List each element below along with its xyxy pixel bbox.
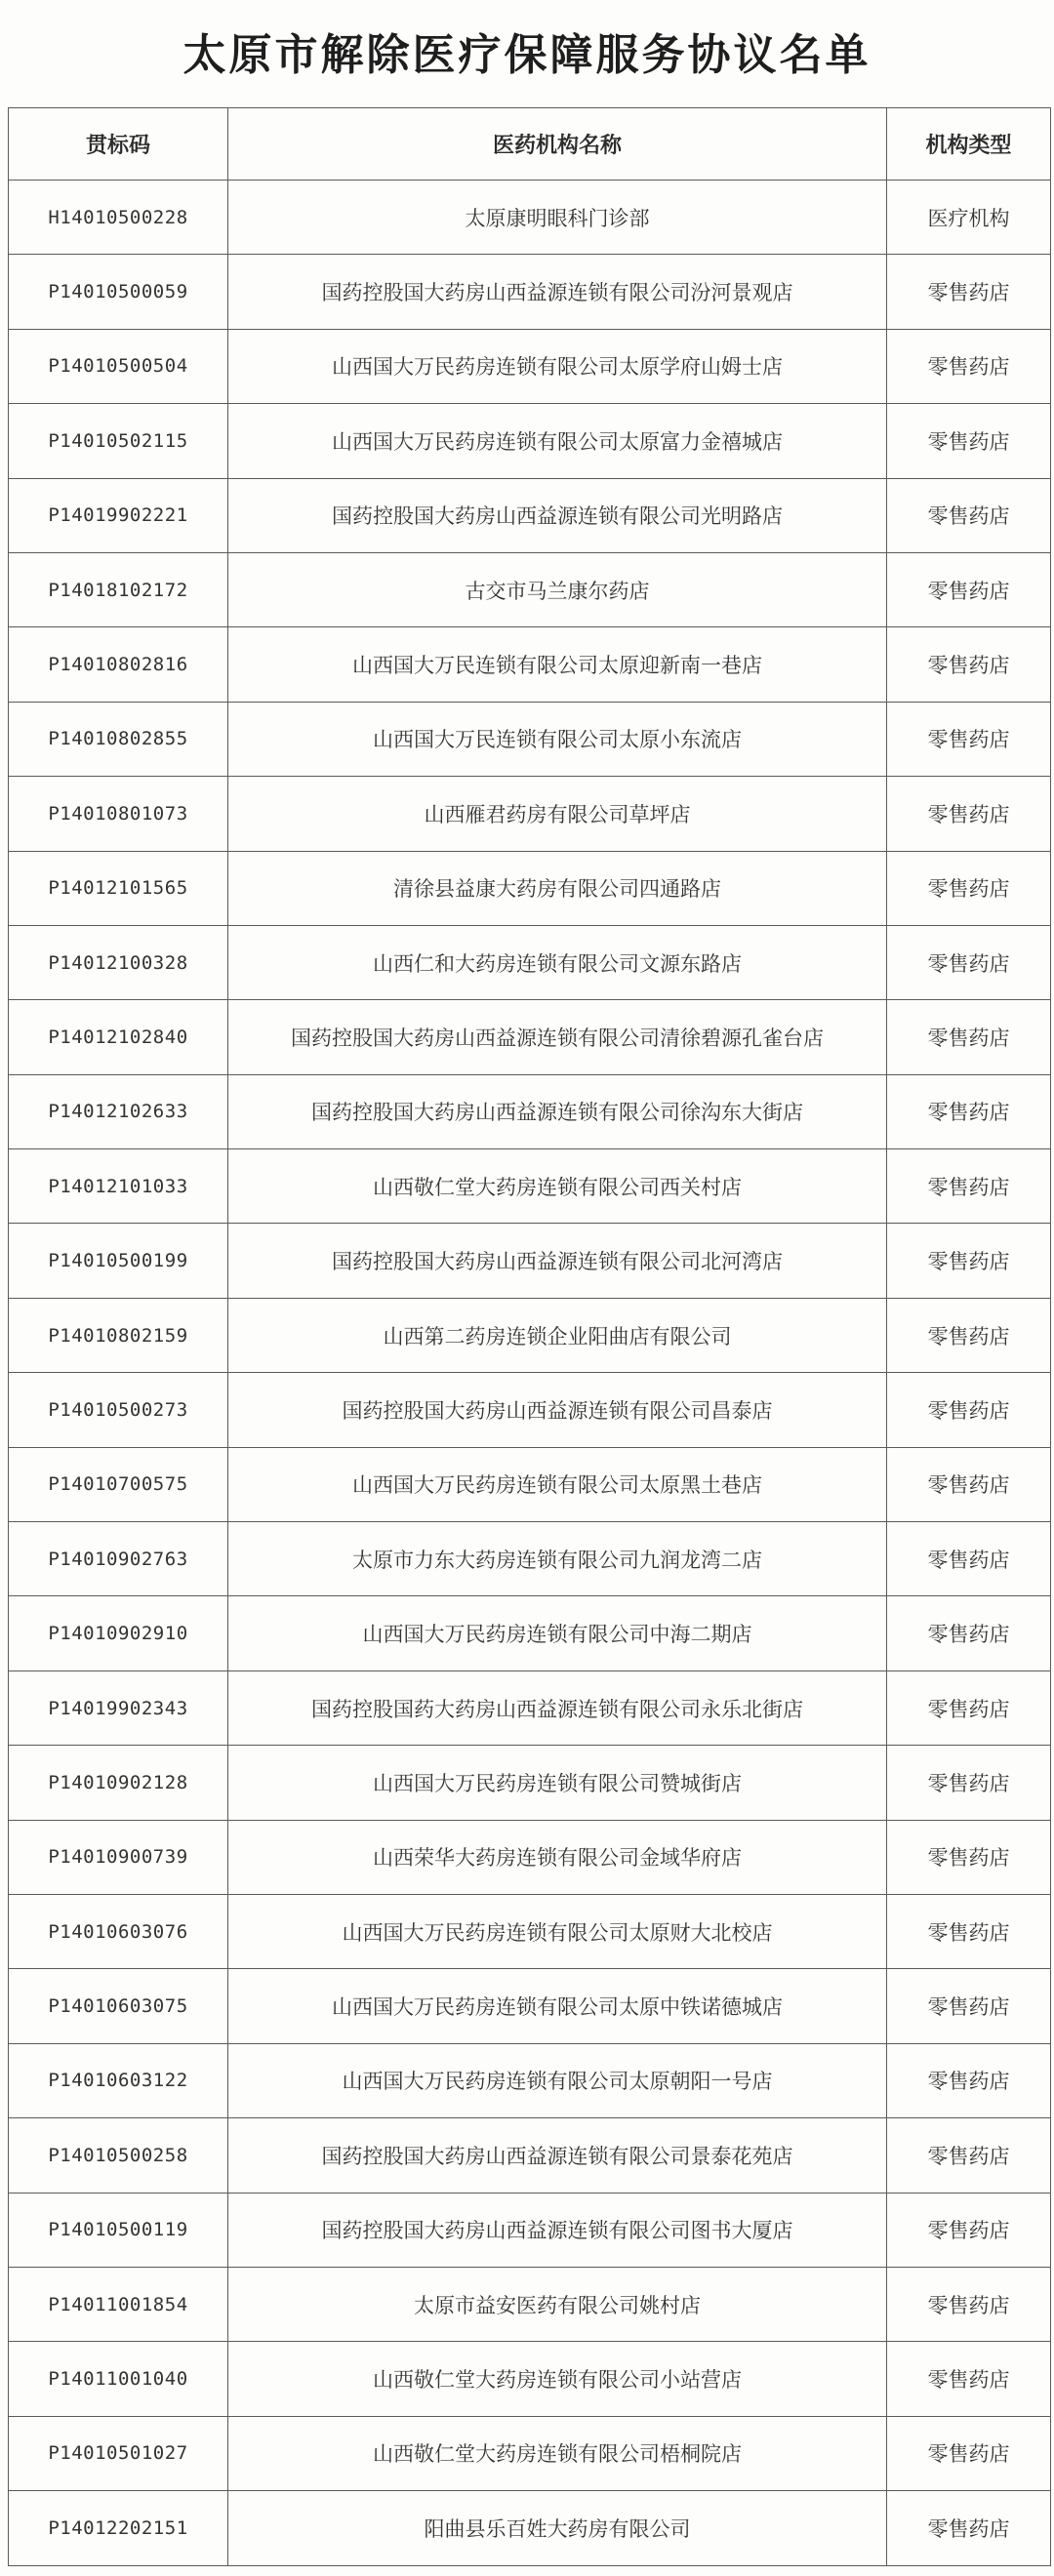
cell-code: P14010500258	[9, 2118, 228, 2193]
cell-institution-type: 零售药店	[887, 2043, 1051, 2117]
cell-institution-type: 零售药店	[887, 925, 1051, 999]
cell-institution-type: 零售药店	[887, 1894, 1051, 1968]
cell-institution-type: 零售药店	[887, 1298, 1051, 1372]
cell-institution-name: 山西国大万民药房连锁有限公司中海二期店	[228, 1596, 887, 1670]
table-row	[9, 552, 1051, 626]
cell-institution-type: 零售药店	[887, 404, 1051, 478]
cell-code: P14012102840	[9, 1000, 228, 1074]
table-row	[9, 1149, 1051, 1224]
revocation-list-table	[8, 107, 1051, 2566]
table-row	[9, 329, 1051, 403]
table-row	[9, 2118, 1051, 2193]
table-row	[9, 1000, 1051, 1074]
cell-institution-type: 零售药店	[887, 1969, 1051, 2043]
cell-institution-name: 国药控股国大药房山西益源连锁有限公司清徐碧源孔雀台店	[228, 1000, 887, 1074]
cell-institution-name: 国药控股国大药房山西益源连锁有限公司光明路店	[228, 478, 887, 552]
cell-code: P14010500504	[9, 329, 228, 403]
cell-institution-type: 零售药店	[887, 2491, 1051, 2565]
cell-institution-type: 零售药店	[887, 851, 1051, 925]
cell-institution-type: 零售药店	[887, 2193, 1051, 2267]
table-row	[9, 1820, 1051, 1894]
cell-institution-type: 零售药店	[887, 2267, 1051, 2341]
table-row	[9, 478, 1051, 552]
cell-institution-type: 零售药店	[887, 2416, 1051, 2490]
table-row	[9, 702, 1051, 776]
cell-institution-type: 零售药店	[887, 1074, 1051, 1148]
cell-institution-type: 医疗机构	[887, 181, 1051, 255]
cell-institution-name: 山西敬仁堂大药房连锁有限公司西关村店	[228, 1149, 887, 1224]
cell-institution-name: 国药控股国大药房山西益源连锁有限公司昌泰店	[228, 1373, 887, 1447]
cell-institution-type: 零售药店	[887, 1447, 1051, 1521]
cell-code: P14010902128	[9, 1746, 228, 1820]
table-row	[9, 1596, 1051, 1670]
cell-institution-name: 山西国大万民连锁有限公司太原小东流店	[228, 702, 887, 776]
cell-code: P14012101033	[9, 1149, 228, 1224]
table-row	[9, 2193, 1051, 2267]
cell-code: P14010900739	[9, 1820, 228, 1894]
cell-code: P14012102633	[9, 1074, 228, 1148]
cell-code: P14018102172	[9, 552, 228, 626]
cell-code: H14010500228	[9, 181, 228, 255]
cell-institution-name: 国药控股国大药房山西益源连锁有限公司汾河景观店	[228, 255, 887, 329]
cell-institution-name: 国药控股国大药房山西益源连锁有限公司景泰花苑店	[228, 2118, 887, 2193]
cell-institution-name: 山西敬仁堂大药房连锁有限公司小站营店	[228, 2342, 887, 2416]
table-row	[9, 1224, 1051, 1298]
cell-institution-name: 山西国大万民药房连锁有限公司太原黑土巷店	[228, 1447, 887, 1521]
cell-code: P14010500273	[9, 1373, 228, 1447]
cell-code: P14012101565	[9, 851, 228, 925]
cell-code: P14010501027	[9, 2416, 228, 2490]
table-header-row	[9, 108, 1051, 181]
cell-institution-name: 山西雁君药房有限公司草坪店	[228, 777, 887, 851]
cell-code: P14012202151	[9, 2491, 228, 2565]
cell-institution-name: 国药控股国大药房山西益源连锁有限公司图书大厦店	[228, 2193, 887, 2267]
table-row	[9, 1746, 1051, 1820]
table-row	[9, 181, 1051, 255]
table-row	[9, 1447, 1051, 1521]
cell-code: P14012100328	[9, 925, 228, 999]
table-row	[9, 2342, 1051, 2416]
cell-institution-name: 国药控股国大药房山西益源连锁有限公司北河湾店	[228, 1224, 887, 1298]
cell-institution-type: 零售药店	[887, 1820, 1051, 1894]
cell-code: P14011001854	[9, 2267, 228, 2341]
cell-institution-name: 国药控股国药大药房山西益源连锁有限公司永乐北街店	[228, 1670, 887, 1745]
cell-code: P14010801073	[9, 777, 228, 851]
header-institution-name: 医药机构名称	[228, 108, 887, 181]
document-title: 太原市解除医疗保障服务协议名单	[182, 30, 872, 80]
cell-code: P14010603076	[9, 1894, 228, 1968]
table-row	[9, 2416, 1051, 2490]
cell-institution-name: 山西国大万民药房连锁有限公司太原学府山姆士店	[228, 329, 887, 403]
cell-institution-name: 山西仁和大药房连锁有限公司文源东路店	[228, 925, 887, 999]
cell-institution-type: 零售药店	[887, 1670, 1051, 1745]
cell-code: P14019902343	[9, 1670, 228, 1745]
table-row	[9, 1074, 1051, 1148]
cell-institution-type: 零售药店	[887, 1149, 1051, 1224]
cell-institution-name: 山西第二药房连锁企业阳曲店有限公司	[228, 1298, 887, 1372]
cell-institution-type: 零售药店	[887, 478, 1051, 552]
cell-institution-name: 山西国大万民药房连锁有限公司太原富力金禧城店	[228, 404, 887, 478]
cell-institution-name: 山西敬仁堂大药房连锁有限公司梧桐院店	[228, 2416, 887, 2490]
header-institution-type: 机构类型	[887, 108, 1051, 181]
cell-institution-name: 国药控股国大药房山西益源连锁有限公司徐沟东大街店	[228, 1074, 887, 1148]
cell-institution-name: 太原康明眼科门诊部	[228, 181, 887, 255]
cell-code: P14010902910	[9, 1596, 228, 1670]
cell-institution-type: 零售药店	[887, 1373, 1051, 1447]
cell-institution-type: 零售药店	[887, 1522, 1051, 1596]
cell-code: P14019902221	[9, 478, 228, 552]
cell-code: P14010500199	[9, 1224, 228, 1298]
cell-institution-type: 零售药店	[887, 2342, 1051, 2416]
table-row	[9, 2267, 1051, 2341]
table-row	[9, 1670, 1051, 1745]
table-row	[9, 255, 1051, 329]
table-body	[9, 181, 1051, 2566]
cell-institution-type: 零售药店	[887, 1746, 1051, 1820]
cell-institution-name: 阳曲县乐百姓大药房有限公司	[228, 2491, 887, 2565]
table-row	[9, 404, 1051, 478]
cell-code: P14010902763	[9, 1522, 228, 1596]
header-code: 贯标码	[9, 108, 228, 181]
cell-code: P14010502115	[9, 404, 228, 478]
cell-institution-name: 山西国大万民药房连锁有限公司太原中铁诺德城店	[228, 1969, 887, 2043]
table-row	[9, 1298, 1051, 1372]
table-row	[9, 851, 1051, 925]
cell-code: P14011001040	[9, 2342, 228, 2416]
cell-code: P14010603122	[9, 2043, 228, 2117]
cell-institution-name: 山西国大万民药房连锁有限公司太原朝阳一号店	[228, 2043, 887, 2117]
table-row	[9, 2491, 1051, 2565]
cell-institution-type: 零售药店	[887, 1596, 1051, 1670]
table-row	[9, 627, 1051, 702]
table-row	[9, 1894, 1051, 1968]
cell-code: P14010700575	[9, 1447, 228, 1521]
cell-institution-type: 零售药店	[887, 777, 1051, 851]
cell-code: P14010500119	[9, 2193, 228, 2267]
cell-code: P14010500059	[9, 255, 228, 329]
cell-institution-type: 零售药店	[887, 552, 1051, 626]
cell-institution-name: 山西荣华大药房连锁有限公司金域华府店	[228, 1820, 887, 1894]
cell-institution-name: 山西国大万民药房连锁有限公司太原财大北校店	[228, 1894, 887, 1968]
cell-institution-type: 零售药店	[887, 702, 1051, 776]
cell-institution-name: 古交市马兰康尔药店	[228, 552, 887, 626]
cell-institution-name: 太原市力东大药房连锁有限公司九润龙湾二店	[228, 1522, 887, 1596]
table-row	[9, 1373, 1051, 1447]
cell-institution-type: 零售药店	[887, 627, 1051, 702]
cell-institution-type: 零售药店	[887, 1224, 1051, 1298]
cell-institution-name: 清徐县益康大药房有限公司四通路店	[228, 851, 887, 925]
cell-institution-name: 山西国大万民连锁有限公司太原迎新南一巷店	[228, 627, 887, 702]
cell-institution-type: 零售药店	[887, 2118, 1051, 2193]
table-row	[9, 1969, 1051, 2043]
table-row	[9, 1522, 1051, 1596]
cell-institution-type: 零售药店	[887, 255, 1051, 329]
table-row	[9, 2043, 1051, 2117]
cell-institution-name: 山西国大万民药房连锁有限公司赞城街店	[228, 1746, 887, 1820]
cell-institution-type: 零售药店	[887, 1000, 1051, 1074]
cell-code: P14010603075	[9, 1969, 228, 2043]
table-row	[9, 925, 1051, 999]
cell-institution-name: 太原市益安医药有限公司姚村店	[228, 2267, 887, 2341]
cell-institution-type: 零售药店	[887, 329, 1051, 403]
cell-code: P14010802816	[9, 627, 228, 702]
cell-code: P14010802855	[9, 702, 228, 776]
cell-code: P14010802159	[9, 1298, 228, 1372]
table-row	[9, 777, 1051, 851]
